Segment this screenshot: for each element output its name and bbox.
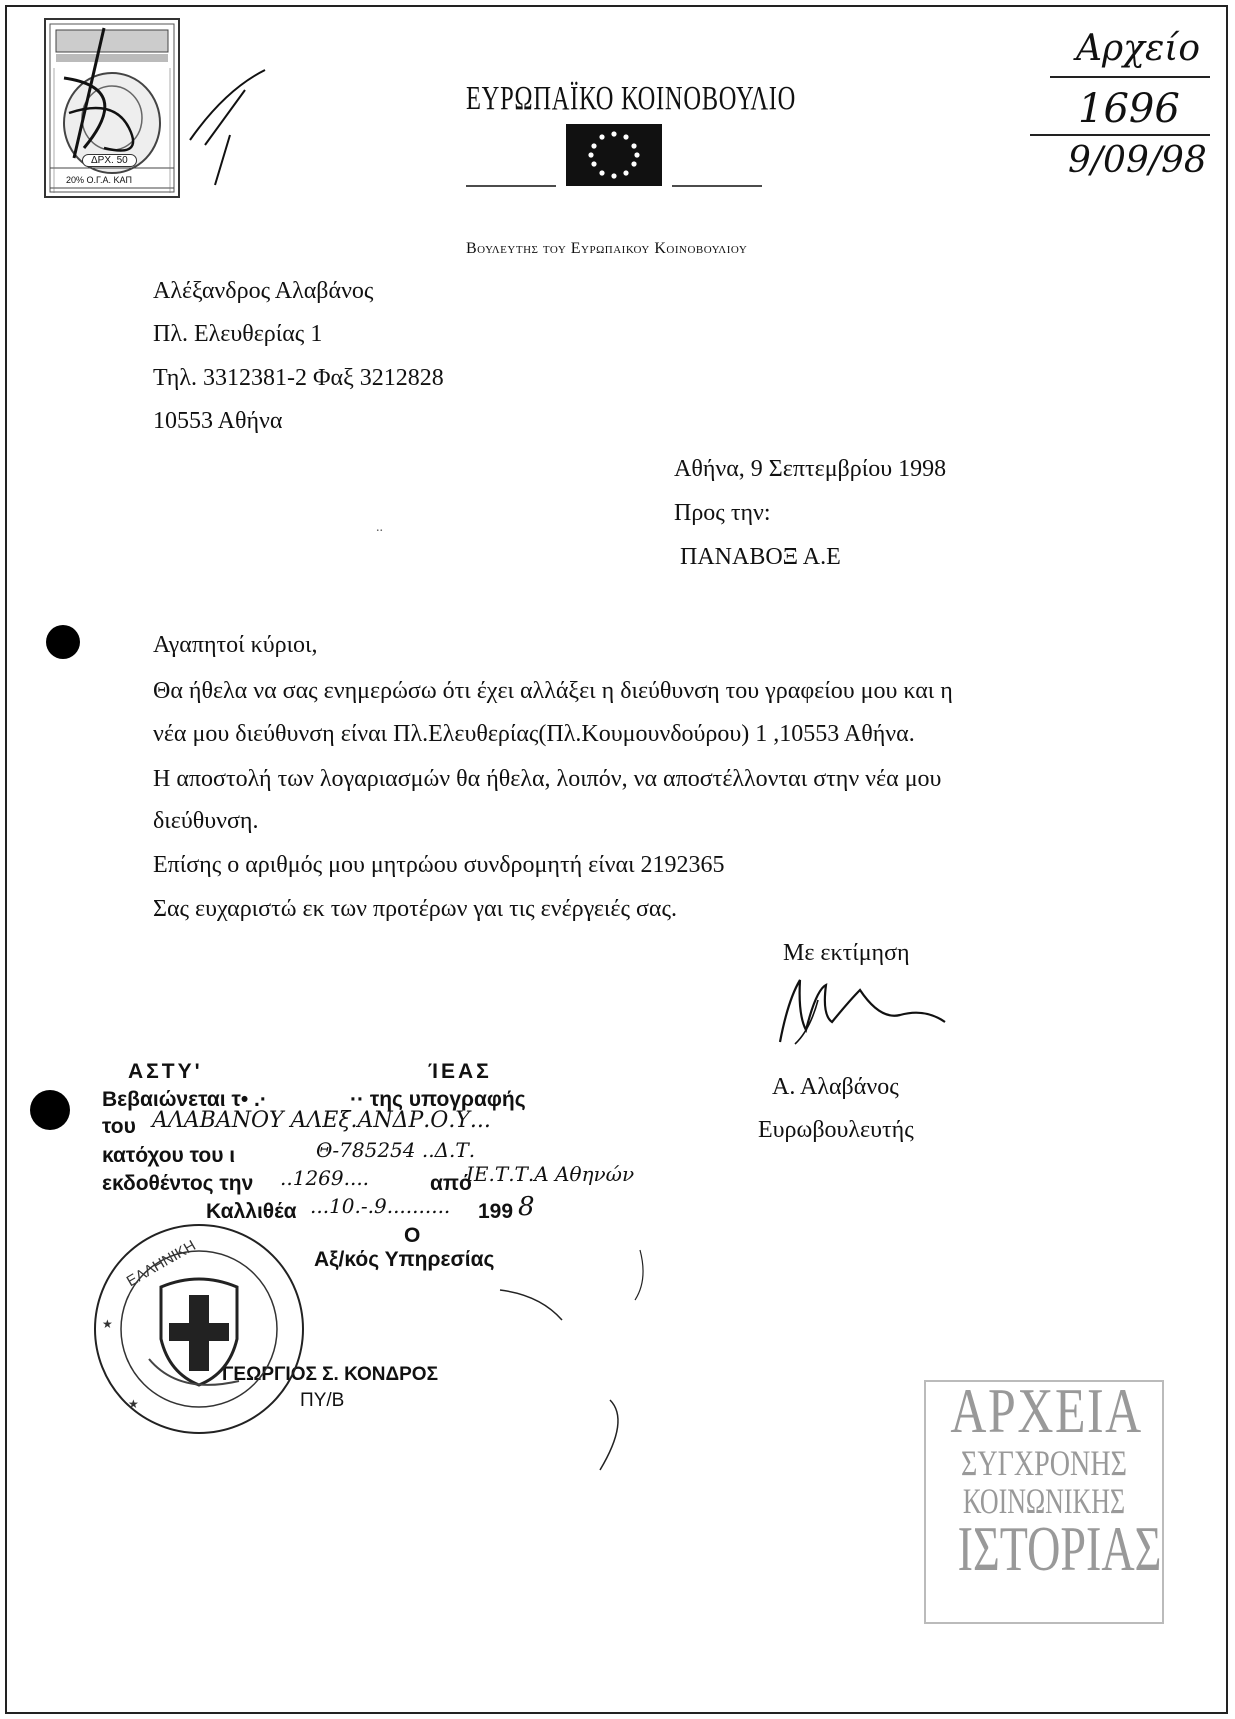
body-line-5: Επίσης ο αριθμός μου μητρώου συνδρομητή είναι 2192365 [153, 852, 725, 878]
recipient-name: ΠΑΝΑΒΟΞ Α.Ε [680, 544, 841, 570]
parliament-subtitle: Βουλευτης του Ευρωπαικου Κοινοβουλιου [466, 240, 748, 257]
stamp-line-1: Βεβαιώνεται τ• .· [102, 1088, 267, 1111]
stamp-line-4-from: από [430, 1172, 472, 1195]
archive-note-number: 1696 [1078, 86, 1180, 132]
stamp-line-4-label: εκδοθέντος την [102, 1172, 254, 1195]
archive-note [1030, 22, 1220, 192]
archive-watermark [924, 1375, 1164, 1625]
watermark-line-3: ΚΟΙΝΩΝΙΚΗΣ [962, 1481, 1126, 1521]
recipient-label: Προς την: [674, 500, 771, 526]
place-date: Αθήνα, 9 Σεπτεμβρίου 1998 [674, 456, 947, 482]
closing-salutation: Με εκτίμηση [783, 940, 910, 966]
sender-phone: Τηλ. 3312381-2 Φαξ 3212828 [153, 365, 444, 391]
archive-note-word: Αρχείο [1076, 28, 1201, 69]
body-line-1: Θα ήθελα να σας ενημερώσω ότι έχει αλλάξει η διεύθυνση του γραφείου μου και η [153, 678, 953, 704]
revenue-stamp-value: ΔΡΧ. 50 [82, 154, 137, 167]
archive-note-date: 9/09/98 [1068, 140, 1207, 181]
greeting: Αγαπητοί κύριοι, [153, 632, 318, 658]
sender-city: 10553 Αθήνα [153, 408, 283, 434]
svg-text:ΕΛΛΗΝΙΚΗ: ΕΛΛΗΝΙΚΗ [123, 1237, 199, 1291]
stamp-line-3-hand: Θ-785254 ..Δ.Τ. [316, 1138, 476, 1162]
stamp-officer: ΓΕΩΡΓΙΟΣ Σ. ΚΟΝΔΡΟΣ [222, 1364, 438, 1385]
stamp-line-1b: ·· της υπογραφής [350, 1088, 526, 1111]
revenue-stamp [44, 18, 180, 198]
stamp-header-right: ΊΕΑΣ [428, 1060, 492, 1083]
stamp-line-4-hand: ..1269.... [280, 1166, 370, 1190]
stamp-rank: ΠΥ/Β [300, 1390, 345, 1411]
stamp-line-2-hand: ΑΛΑΒΑΝΟΥ ΑΛΕξ.ΑΝΔΡ.Ο.Υ... [152, 1108, 491, 1133]
signatory-name: Α. Αλαβάνος [772, 1074, 899, 1100]
punch-hole-bottom [30, 1090, 70, 1130]
stamp-header-left: ΑΣΤΥ' [128, 1060, 203, 1083]
watermark-line-1: ΑΡΧΕΙΑ [950, 1375, 1143, 1446]
handwritten-signature [770, 960, 950, 1050]
stamp-line-5-date: ...10.-.9.......... [310, 1194, 451, 1218]
official-round-seal [88, 1218, 310, 1440]
stamp-strokes [300, 1240, 650, 1480]
stamp-line-2-label: του [102, 1115, 136, 1138]
stamp-line-6: Ο [404, 1224, 421, 1247]
body-line-6: Σας ευχαριστώ εκ των προτέρων γαι τις ενέργειές σας. [153, 896, 677, 922]
stamp-line-5-year: 199 [478, 1200, 514, 1223]
stamp-line-5-year-hand: 8 [518, 1192, 535, 1222]
sender-street: Πλ. Ελευθερίας 1 [153, 321, 323, 347]
eu-flag-logo [466, 124, 766, 190]
svg-text:★: ★ [102, 1317, 113, 1331]
stamp-line-5-label: Καλλιθέα [206, 1200, 297, 1223]
stamp-line-7: Αξ/κός Υπηρεσίας [314, 1248, 495, 1271]
watermark-line-4: ΙΣΤΟΡΙΑΣ [957, 1513, 1162, 1584]
punch-hole-top [46, 625, 80, 659]
stamp-line-3-label: κατόχου του ι [102, 1144, 236, 1167]
svg-text:★: ★ [128, 1397, 139, 1411]
body-line-3: Η αποστολή των λογαριασμών θα ήθελα, λοιπόν, να αποστέλλονται στην νέα μου [153, 766, 942, 792]
body-line-2: νέα μου διεύθυνση είναι Πλ.Ελευθερίας(Πλ.Κουμουνδούρου) 1 ,10553 Αθήνα. [153, 721, 915, 747]
scan-artifact: .. [376, 520, 383, 535]
parliament-title: ΕΥΡΩΠΑΪΚΟ ΚΟΙΝΟΒΟΥΛΙΟ [466, 80, 797, 117]
sender-name: Αλέξανδρος Αλαβάνος [153, 278, 374, 304]
body-line-4: διεύθυνση. [153, 808, 259, 834]
initials-scribble [185, 60, 285, 190]
revenue-stamp-tax: 20% Ο.Γ.Α. ΚΑΠ [66, 175, 132, 185]
signatory-position: Ευρωβουλευτής [758, 1117, 914, 1143]
watermark-line-2: ΣΥΓΧΡΟΝΗΣ [961, 1443, 1127, 1483]
stamp-line-4-hand2: ΙΕ.Τ.Τ.Α Αθηνών [466, 1162, 635, 1186]
